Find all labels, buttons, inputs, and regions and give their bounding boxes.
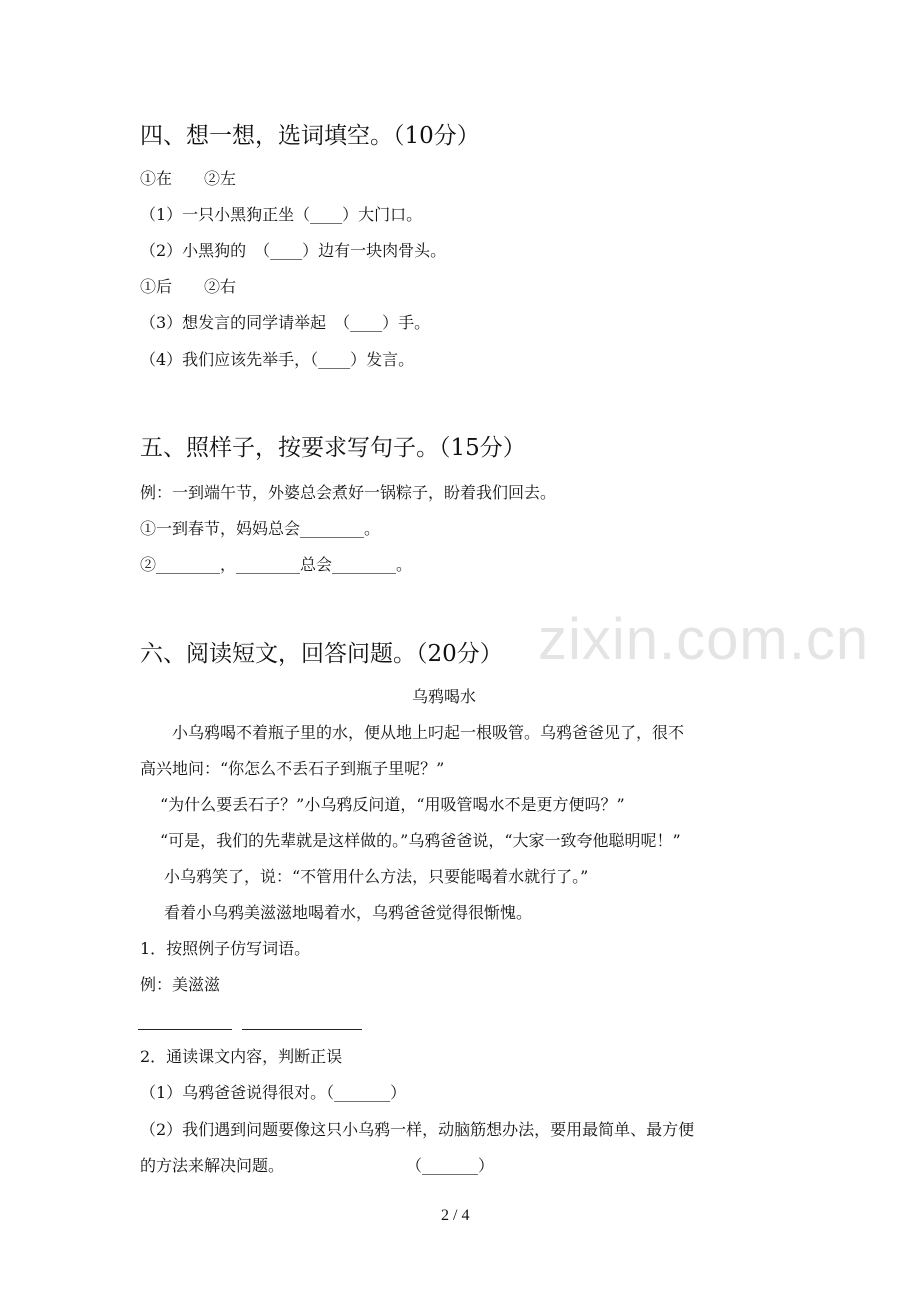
question-2-title: 2．通读课文内容，判断正误 (140, 1047, 343, 1066)
section5-item-2: ②________，________总会________。 (140, 555, 413, 574)
watermark: zixin.com.cn (538, 607, 870, 672)
section4-question-1: （1）一只小黑狗正坐（____）大门口。 (140, 205, 423, 224)
section4-question-3: （3）想发言的同学请举起 （____）手。 (140, 313, 431, 332)
passage-paragraph-3: “可是，我们的先辈就是这样做的。”乌鸦爸爸说，“大家一致夸他聪明呢！” (160, 831, 681, 850)
section4-title: 四、想一想，选词填空。（10分） (140, 123, 480, 149)
section5-example: 例：一到端午节，外婆总会煮好一锅粽子，盼着我们回去。 (140, 483, 557, 502)
page-number: 2 / 4 (441, 1207, 470, 1224)
section4-options-b: ①后 ②右 (140, 277, 237, 296)
question-2-item-1: （1）乌鸦爸爸说得很对。（_______） (140, 1083, 407, 1102)
question-1-title: 1．按照例子仿写词语。 (140, 939, 311, 958)
question-2-item-2-line-2: 的方法来解决问题。 (140, 1156, 285, 1175)
passage-paragraph-5: 看着小乌鸦美滋滋地喝着水，乌鸦爸爸觉得很惭愧。 (164, 903, 533, 922)
answer-line-2 (242, 1029, 362, 1030)
section5-item-1: ①一到春节，妈妈总会________。 (140, 519, 381, 538)
section4-question-2: （2）小黑狗的 （____）边有一块肉骨头。 (140, 241, 447, 260)
question-1-example: 例：美滋滋 (140, 975, 221, 994)
passage-paragraph-4: 小乌鸦笑了，说：“不管用什么方法，只要能喝着水就行了。” (164, 867, 589, 886)
question-2-item-2-line-1: （2）我们遇到问题要像这只小乌鸦一样，动脑筋想办法，要用最简单、最方便 (140, 1120, 695, 1139)
section4-options-a: ①在 ②左 (140, 169, 237, 188)
section4-question-4: （4）我们应该先举手，（____）发言。 (140, 350, 415, 369)
passage-paragraph-1-line-2: 高兴地问：“你怎么不丢石子到瓶子里呢？” (140, 759, 445, 778)
passage-title: 乌鸦喝水 (412, 687, 477, 706)
passage-paragraph-2: “为什么要丢石子？”小乌鸦反问道，“用吸管喝水不是更方便吗？” (160, 795, 625, 814)
question-2-item-2-blank: （_______） (406, 1156, 495, 1175)
section5-title: 五、照样子，按要求写句子。（15分） (140, 435, 526, 461)
answer-line-1 (138, 1029, 232, 1030)
passage-paragraph-1-line-1: 小乌鸦喝不着瓶子里的水，便从地上叼起一根吸管。乌鸦爸爸见了，很不 (172, 723, 685, 742)
section6-title: 六、阅读短文，回答问题。（20分） (140, 641, 503, 667)
